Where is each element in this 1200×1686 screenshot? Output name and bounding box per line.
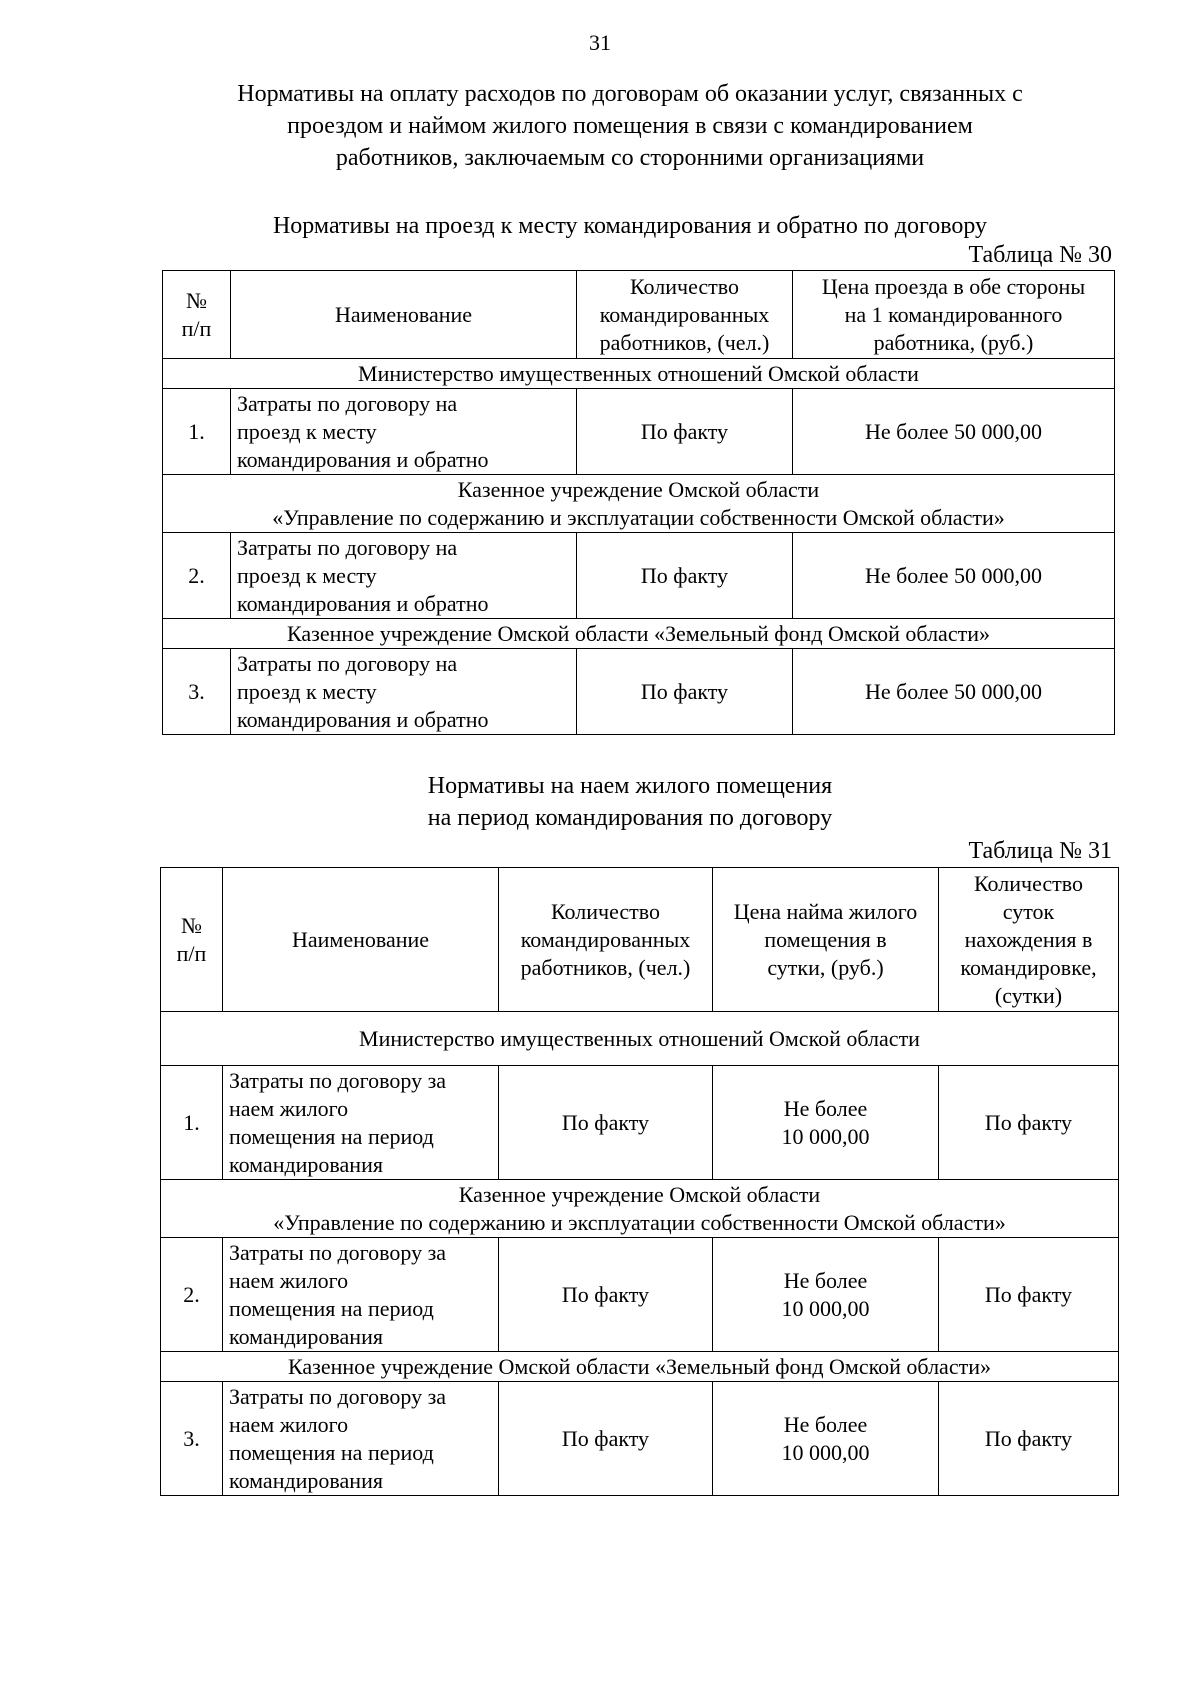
- header-text: командированных: [599, 301, 770, 327]
- row-count: По факту: [499, 1066, 713, 1180]
- header-text: суток: [1002, 898, 1055, 924]
- header-text: №: [186, 287, 207, 313]
- organization-name: Казенное учреждение Омской области «Земельный фонд Омской области»: [163, 619, 1115, 649]
- row-days: По факту: [939, 1066, 1119, 1180]
- row-name-line: проезд к месту: [237, 678, 377, 704]
- table-row: [163, 533, 1115, 619]
- header-text: командированных: [520, 926, 691, 952]
- document-title-line: проездом и наймом жилого помещения в связи с командированием: [287, 113, 973, 139]
- row-name: [231, 389, 577, 475]
- row-name-line: командирования и обратно: [237, 446, 489, 472]
- row-price: Не более 50 000,00: [793, 389, 1115, 475]
- row-name-line: Затраты по договору на: [237, 650, 458, 676]
- row-number: 3.: [161, 1382, 223, 1496]
- header-name: Наименование: [231, 271, 577, 359]
- row-name-line: Затраты по договору за: [229, 1067, 447, 1093]
- organization-name: Министерство имущественных отношений Омской области: [161, 1012, 1119, 1066]
- header-text: нахождения в: [964, 926, 1093, 952]
- row-name-line: командирования: [229, 1151, 383, 1177]
- header-text: работника, (руб.): [873, 329, 1034, 355]
- row-price: Не более 50 000,00: [793, 533, 1115, 619]
- row-days: По факту: [939, 1382, 1119, 1496]
- row-name: [231, 649, 577, 735]
- row-name-line: командирования и обратно: [237, 706, 489, 732]
- row-count: По факту: [577, 389, 793, 475]
- header-text: на 1 командированного: [844, 301, 1063, 327]
- row-price-line: Не более: [783, 1411, 868, 1437]
- organization-row: [163, 619, 1115, 649]
- header-text: Цена проезда в обе стороны: [821, 273, 1086, 299]
- row-price: [713, 1238, 939, 1352]
- row-name-line: наем жилого: [229, 1411, 349, 1437]
- table-row: [161, 1382, 1119, 1496]
- organization-name: [163, 475, 1115, 533]
- header-text: командировке,: [960, 954, 1097, 980]
- table-30: [162, 270, 1115, 735]
- table-row: [163, 649, 1115, 735]
- row-count: По факту: [577, 649, 793, 735]
- row-name-line: Затраты по договору за: [229, 1383, 447, 1409]
- row-price: Не более 50 000,00: [793, 649, 1115, 735]
- row-number: 3.: [163, 649, 231, 735]
- row-price: [713, 1066, 939, 1180]
- table-31: [160, 867, 1119, 1496]
- row-name-line: проезд к месту: [237, 562, 377, 588]
- row-name-line: Затраты по договору на: [237, 390, 458, 416]
- header-count: [577, 271, 793, 359]
- section1-title: Нормативы на проезд к месту командирования и обратно по договору: [272, 213, 988, 239]
- table-header-row: [161, 868, 1119, 1012]
- header-text: п/п: [181, 315, 212, 341]
- row-number: 2.: [161, 1238, 223, 1352]
- organization-row: [161, 1012, 1119, 1066]
- header-name: Наименование: [223, 868, 499, 1012]
- row-name: [223, 1066, 499, 1180]
- header-text: помещения в: [764, 926, 887, 952]
- table-header-row: [163, 271, 1115, 359]
- page-number: 31: [589, 30, 611, 55]
- header-text: Количество: [550, 898, 661, 924]
- organization-name: Казенное учреждение Омской области «Земельный фонд Омской области»: [161, 1352, 1119, 1382]
- organization-line: Казенное учреждение Омской области: [458, 1181, 821, 1207]
- row-days: По факту: [939, 1238, 1119, 1352]
- organization-line: «Управление по содержанию и эксплуатации собственности Омской области»: [272, 504, 1005, 530]
- header-price: [793, 271, 1115, 359]
- row-count: По факту: [577, 533, 793, 619]
- row-name-line: командирования: [229, 1467, 383, 1493]
- table31-number: Таблица № 31: [968, 838, 1112, 864]
- organization-row: [163, 475, 1115, 533]
- organization-line: «Управление по содержанию и эксплуатации собственности Омской области»: [273, 1209, 1006, 1235]
- row-name-line: командирования и обратно: [237, 590, 489, 616]
- table-row: [161, 1066, 1119, 1180]
- row-number: 2.: [163, 533, 231, 619]
- organization-name: Министерство имущественных отношений Омской области: [163, 359, 1115, 389]
- header-days: [939, 868, 1119, 1012]
- organization-row: [161, 1180, 1119, 1238]
- row-name-line: проезд к месту: [237, 418, 377, 444]
- header-text: Количество: [973, 870, 1084, 896]
- organization-name: [161, 1180, 1119, 1238]
- header-count: [499, 868, 713, 1012]
- row-number: 1.: [163, 389, 231, 475]
- row-name-line: Затраты по договору за: [229, 1239, 447, 1265]
- row-name-line: помещения на период: [229, 1295, 434, 1321]
- table-row: [161, 1238, 1119, 1352]
- row-name: [223, 1382, 499, 1496]
- document-title-line: Нормативы на оплату расходов по договорам об оказании услуг, связанных с: [237, 81, 1023, 107]
- row-number: 1.: [161, 1066, 223, 1180]
- organization-line: Казенное учреждение Омской области: [457, 476, 820, 502]
- header-text: п/п: [176, 940, 207, 966]
- row-price-line: Не более: [783, 1267, 868, 1293]
- row-name-line: наем жилого: [229, 1267, 349, 1293]
- header-text: №: [181, 912, 202, 938]
- header-num: [163, 271, 231, 359]
- row-price-line: Не более: [783, 1095, 868, 1121]
- row-price-line: 10 000,00: [781, 1439, 870, 1465]
- header-text: Количество: [629, 273, 740, 299]
- row-count: По факту: [499, 1382, 713, 1496]
- section2-title: [150, 770, 1110, 834]
- row-count: По факту: [499, 1238, 713, 1352]
- row-price-line: 10 000,00: [781, 1295, 870, 1321]
- header-num: [161, 868, 223, 1012]
- row-name-line: помещения на период: [229, 1439, 434, 1465]
- organization-row: [163, 359, 1115, 389]
- table-row: [163, 389, 1115, 475]
- section2-title-line: Нормативы на наем жилого помещения: [427, 773, 833, 799]
- header-text: Цена найма жилого: [733, 898, 918, 924]
- table30-number: Таблица № 30: [968, 242, 1112, 268]
- section2-title-line: на период командирования по договору: [427, 805, 833, 831]
- row-name: [231, 533, 577, 619]
- document-title-line: работников, заключаемым со сторонними организациями: [335, 145, 925, 171]
- row-price-line: 10 000,00: [781, 1123, 870, 1149]
- row-name-line: помещения на период: [229, 1123, 434, 1149]
- organization-row: [161, 1352, 1119, 1382]
- header-text: сутки, (руб.): [767, 954, 884, 980]
- row-name-line: командирования: [229, 1323, 383, 1349]
- row-price: [713, 1382, 939, 1496]
- document-title: [150, 78, 1110, 174]
- header-price: [713, 868, 939, 1012]
- header-text: работников, (чел.): [599, 329, 770, 355]
- header-text: (сутки): [994, 982, 1063, 1008]
- row-name: [223, 1238, 499, 1352]
- row-name-line: наем жилого: [229, 1095, 349, 1121]
- header-text: работников, (чел.): [520, 954, 691, 980]
- row-name-line: Затраты по договору на: [237, 534, 458, 560]
